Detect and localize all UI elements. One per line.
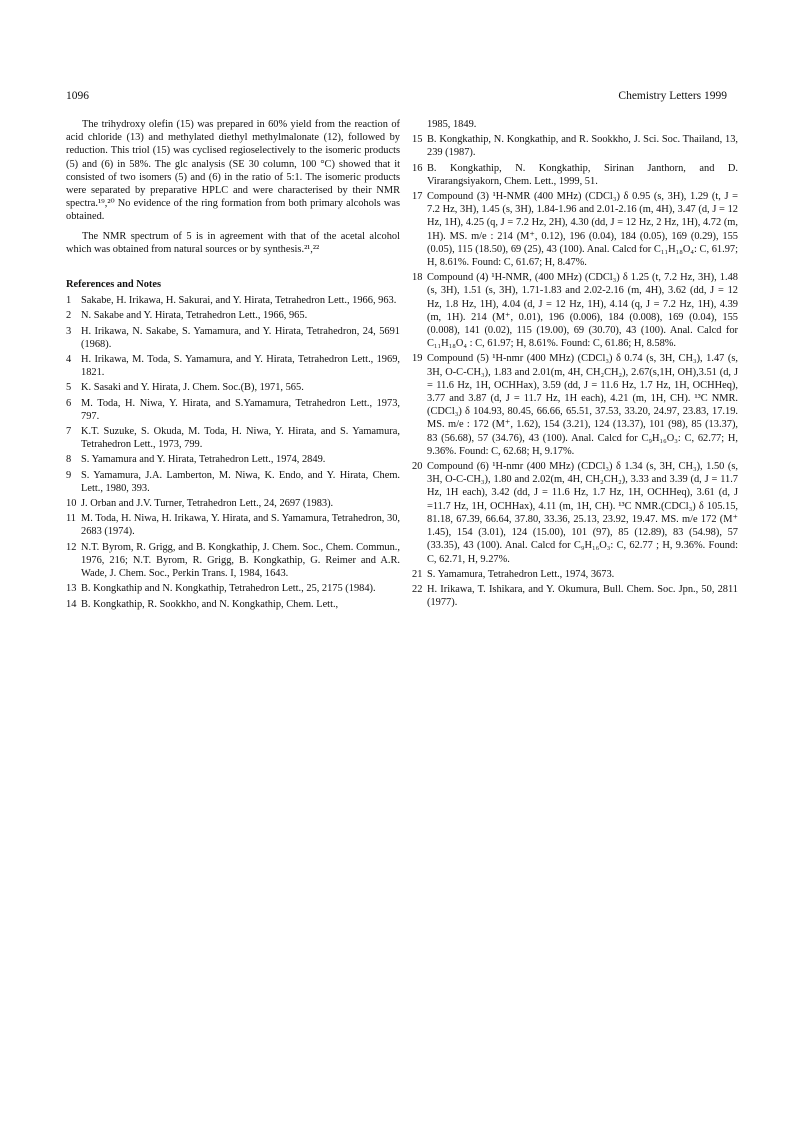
reference-text: H. Irikawa, N. Sakabe, S. Yamamura, and Y. Hirata, Tetrahedron, 24, 5691 (1968). <box>81 325 400 350</box>
reference-item <box>66 325 400 351</box>
reference-number: 4 <box>66 354 72 366</box>
reference-item <box>66 497 400 510</box>
reference-number: 11 <box>66 513 77 525</box>
reference-item <box>66 425 400 451</box>
page-number: 1096 <box>66 90 89 102</box>
reference-number: 15 <box>412 134 423 146</box>
reference-text: K. Sasaki and Y. Hirata, J. Chem. Soc.(B), 1971, 565. <box>81 382 304 394</box>
reference-number: 2 <box>66 310 72 322</box>
reference-item <box>66 353 400 379</box>
reference-text: B. Kongkathip, N. Kongkathip, Sirinan Janthorn, and D. Virarangsiyakorn, Chem. Lett., 1999, 51. <box>427 162 738 187</box>
reference-text: S. Yamamura, Tetrahedron Lett., 1974, 3673. <box>427 568 615 580</box>
reference-text: J. Orban and J.V. Turner, Tetrahedron Lett., 24, 2697 (1983). <box>81 498 334 510</box>
reference-item <box>66 598 400 611</box>
reference-number: 13 <box>66 583 77 595</box>
reference-item <box>412 271 738 350</box>
reference-item <box>412 460 738 566</box>
body-paragraph-2: The NMR spectrum of 5 is in agreement with that of the acetal alcohol which was obtained from natural sources or by synthesis.²¹,²² <box>66 230 400 255</box>
reference-number: 8 <box>66 454 72 466</box>
reference-number: 3 <box>66 325 72 337</box>
reference-item <box>66 453 400 466</box>
reference-item <box>412 133 738 159</box>
reference-text: Compound (5) ¹H-nmr (400 MHz) (CDCl₃) δ 0.74 (s, 3H, CH₃), 1.47 (s, 3H, O-C-CH₃), 1.83 and 2.01(m, 4H, CH₂CH₂), 2.67(s,1H, OH),3.51 (d, J = 11.6 Hz, 1H, OCHHax), 3.59 (dd, J = 11.6 Hz, 1.7 Hz, 1H, OCHHeq), 3.77 and 3.87 (d, J = 11.7 Hz, 1H each), 4.21 (m, 1H, CH). ¹³C NMR.(CDCl₃) δ 104.93, 80.45, 66.66, 65.51, 37.53, 33.20, 24.97, 23.83, 17.19. MS. m/e : 172 (M⁺, 1.62), 154 (3.21), 124 (13.37), 101 (98), 85 (13.37), 83 (56.68), 57 (34.76), 43 (100). Anal. Calcd for C₉H₁₆O₃: C, 62.77; H, 9.36%. Found: C, 62.68; H, 9.17%. <box>427 353 738 457</box>
references-list-right <box>412 133 738 609</box>
reference-text: H. Irikawa, T. Ishikara, and Y. Okumura, Bull. Chem. Soc. Jpn., 50, 2811 (1977). <box>427 583 738 609</box>
references-list-left <box>66 294 400 610</box>
reference-text: Sakabe, H. Irikawa, H. Sakurai, and Y. Hirata, Tetrahedron Lett., 1966, 963. <box>81 295 397 307</box>
reference-number: 22 <box>412 583 423 595</box>
reference-number: 12 <box>66 541 77 553</box>
reference-item <box>412 190 738 269</box>
reference-number: 14 <box>66 598 77 610</box>
reference-text: M. Toda, H. Niwa, H. Irikawa, Y. Hirata, and S. Yamamura, Tetrahedron, 30, 2683 (1974). <box>81 513 400 538</box>
reference-number: 20 <box>412 461 423 473</box>
reference-number: 6 <box>66 397 72 409</box>
reference-number: 1 <box>66 295 72 307</box>
body-paragraph-1: The trihydroxy olefin (15) was prepared in 60% yield from the reaction of acid chloride (13) and methylated diethyl methylmalonate (12), followed by reduction. This triol (15) was cyclised regioselectively to the isomeric products (5) and (6) in 58%. The glc analysis (SE 30 column, 100 °C) showed that it consisted of two isomers (5) and (6) in the ratio of 5:1. The isomeric products were separated by preparative HPLC and were characterised by their NMR spectra.¹⁹,²⁰ No evidence of the ring formation from both primary alcohols was obtained. <box>66 119 400 223</box>
reference-item <box>66 469 400 495</box>
reference-item <box>412 352 738 458</box>
reference-item <box>66 309 400 322</box>
reference-text: B. Kongkathip, N. Kongkathip, and R. Sookkho, J. Sci. Soc. Thailand, 13, 239 (1987). <box>427 134 738 159</box>
left-column <box>66 118 400 613</box>
references-heading: References and Notes <box>66 279 162 291</box>
reference-text: H. Irikawa, M. Toda, S. Yamamura, and Y. Hirata, Tetrahedron Lett., 1969, 1821. <box>81 354 400 379</box>
reference-text: Compound (6) ¹H-nmr (400 MHz) (CDCl₃) δ 1.34 (s, 3H, CH₃), 1.50 (s, 3H, O-C-CH₃), 1.80 and 2.02(m, 4H, CH₂CH₂), 3.33 and 3.39 (d, J = 11.7 Hz, 1H each), 3.42 (dd, J = 11.6 Hz, 1.7 Hz, 1H, OCHHeq), 3.61 (d, J =11.7 Hz, 1H, OCHHax), 4.11 (m, 1H, CH). ¹³C NMR.(CDCl₃) δ 105.15, 81.18, 67.39, 66.64, 37.80, 33.36, 25.13, 23.92, 19.47. MS. m/e 172 (M⁺ 1.45), 154 (3.01), 124 (15.00), 101 (97), 85 (12.89), 83 (54.98), 57 (33.35), 43 (100). Anal. Calcd for C₉H₁₆O₃: C, 62.77 ; H, 9.36%. Found: C, 62.71, H, 9.27%. <box>427 461 738 565</box>
reference-text: N.T. Byrom, R. Grigg, and B. Kongkathip, J. Chem. Soc., Chem. Commun., 1976, 216; N.T. Byrom, R. Grigg, B. Kongkathip, G. Reimer and A.R. Wade, J. Chem. Soc., Perkin Trans. I, 1984, 1643. <box>81 541 400 580</box>
reference-text: S. Yamamura and Y. Hirata, Tetrahedron Lett., 1974, 2849. <box>81 454 326 466</box>
reference-number: 17 <box>412 191 423 203</box>
reference-item <box>66 294 400 307</box>
reference-number: 21 <box>412 568 423 580</box>
reference-item <box>66 397 400 423</box>
reference-item <box>66 512 400 538</box>
reference-number: 10 <box>66 498 77 510</box>
reference-number: 7 <box>66 426 72 438</box>
reference-number: 18 <box>412 272 423 284</box>
reference-text: Compound (3) ¹H-NMR (400 MHz) (CDCl₃) δ 0.95 (s, 3H), 1.29 (t, J = 7.2 Hz, 3H), 1.45 (s, 3H), 1.84-1.96 and 2.01-2.16 (m, 4H), 3.47 (d, J = 12 Hz, 1H), 4.25 (q, J = 7.2 Hz, 2H), 4.30 (dd, J = 12 Hz, 2 Hz, 1H), 4.72 (m, 1H). MS. m/e : 214 (M⁺, 0.12), 196 (0.04), 184 (0.05), 169 (0.29), 155 (0.05), 115 (18.50), 69 (25), 43 (100). Anal. Calcd for C₁₁H₁₈O₄: C, 61.97; H, 8.61%. Found: C, 61.67; H, 8.47%. <box>427 191 738 269</box>
reference-text: B. Kongkathip and N. Kongkathip, Tetrahedron Lett., 25, 2175 (1984). <box>81 583 376 595</box>
reference-number: 5 <box>66 382 72 394</box>
reference-number: 16 <box>412 162 423 174</box>
right-column <box>412 118 738 611</box>
reference-item <box>66 381 400 394</box>
reference-text: N. Sakabe and Y. Hirata, Tetrahedron Lett., 1966, 965. <box>81 310 308 322</box>
reference-text: B. Kongkathip, R. Sookkho, and N. Kongkathip, Chem. Lett., <box>81 598 339 610</box>
reference-item <box>66 582 400 595</box>
reference-item <box>412 162 738 188</box>
reference-item <box>412 583 738 609</box>
reference-text: M. Toda, H. Niwa, Y. Hirata, and S.Yamamura, Tetrahedron Lett., 1973, 797. <box>81 397 400 422</box>
reference-continuation: 1985, 1849. <box>427 119 477 130</box>
reference-number: 9 <box>66 469 72 481</box>
reference-item <box>412 568 738 581</box>
reference-text: S. Yamamura, J.A. Lamberton, M. Niwa, K. Endo, and Y. Hirata, Chem. Lett., 1980, 393. <box>81 469 400 494</box>
reference-text: K.T. Suzuke, S. Okuda, M. Toda, H. Niwa, Y. Hirata, and S. Yamamura, Tetrahedron Lett., 1973, 799. <box>81 426 400 451</box>
reference-number: 19 <box>412 353 423 365</box>
journal-running-head: Chemistry Letters 1999 <box>618 90 727 102</box>
reference-item <box>66 541 400 581</box>
reference-text: Compound (4) ¹H-NMR, (400 MHz) (CDCl₃) δ 1.25 (t, 7.2 Hz, 3H), 1.48 (s, 3H), 1.51 (s, 3H), 1.71-1.83 and 2.02-2.16 (m, 4H), 3.62 (dd, J = 12 Hz, 1.8 Hz, 1H), 4.04 (d, J = 12 Hz, 1H), 4.14 (q, J = 7.2 Hz, 1H), 4.39 (m, 1H). 214 (M⁺, 0.01), 196 (0.006), 184 (0.008), 169 (0.04), 155 (0.008), 141 (0.02), 115 (19.00), 69 (30.70), 43 (100). Anal. Calcd for C₁₁H₁₈O₄ : C, 61.97; H, 8.61%. Found: C, 61.86; H, 8.58%. <box>427 272 738 350</box>
